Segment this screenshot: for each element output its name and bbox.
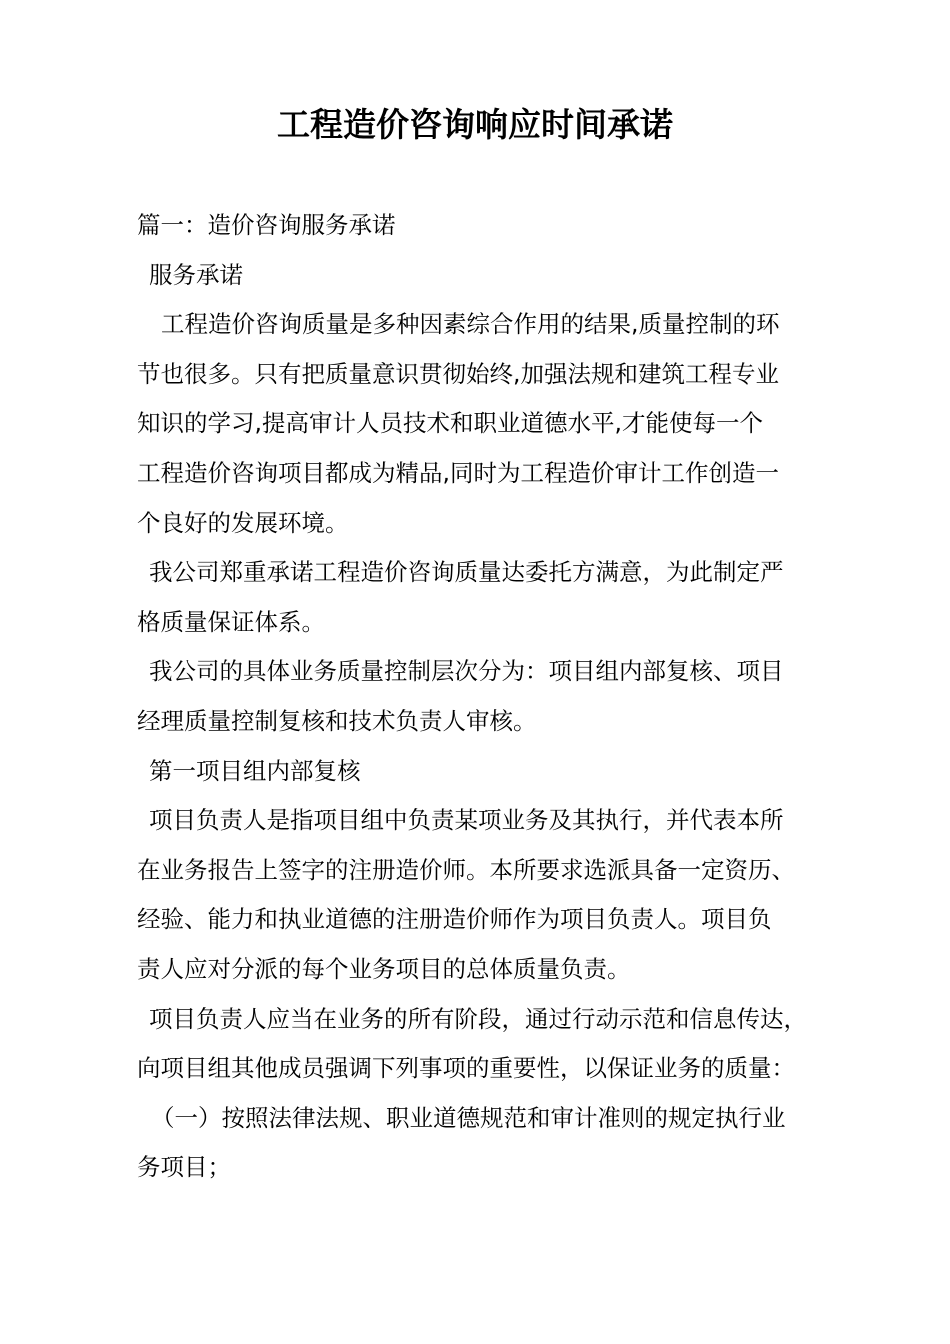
paragraph-line: 责人应对分派的每个业务项目的总体质量负责。 [137,954,631,983]
paragraph-line: 工程造价咨询项目都成为精品,同时为工程造价审计工作创造一 [137,458,779,487]
paragraph-line: 知识的学习,提高审计人员技术和职业道德水平,才能使每一个 [137,409,763,438]
subsection-heading: 服务承诺 [149,260,243,289]
paragraph-line: 经验、能力和执业道德的注册造价师作为项目负责人。项目负 [137,905,772,934]
paragraph-line: 格质量保证体系。 [137,607,325,636]
paragraph-line: 在业务报告上签字的注册造价师。本所要求选派具备一定资历、 [137,855,795,884]
paragraph-line: 经理质量控制复核和技术负责人审核。 [137,706,537,735]
document-body [137,201,827,1193]
list-item-line: 务项目； [137,1153,231,1182]
paragraph-line: 项目负责人是指项目组中负责某项业务及其执行，并代表本所 [149,806,784,835]
paragraph-line: 我公司的具体业务质量控制层次分为：项目组内部复核、项目 [149,657,784,686]
paragraph-line: 向项目组其他成员强调下列事项的重要性，以保证业务的质量： [137,1054,795,1083]
paragraph-line: 我公司郑重承诺工程造价咨询质量达委托方满意，为此制定严 [149,558,784,587]
paragraph-line: 工程造价咨询质量是多种因素综合作用的结果,质量控制的环 [161,310,780,339]
paragraph-line: 节也很多。只有把质量意识贯彻始终,加强法规和建筑工程专业 [137,359,779,388]
paragraph-line: 项目负责人应当在业务的所有阶段，通过行动示范和信息传达， [149,1004,807,1033]
paragraph-line: 个良好的发展环境。 [137,508,349,537]
document-title: 工程造价咨询响应时间承诺 [277,105,673,144]
subsection-heading: 第一项目组内部复核 [149,756,361,785]
list-item-line: （一）按照法律法规、职业道德规范和审计准则的规定执行业 [151,1103,786,1132]
section-heading: 篇一：造价咨询服务承诺 [137,211,396,239]
